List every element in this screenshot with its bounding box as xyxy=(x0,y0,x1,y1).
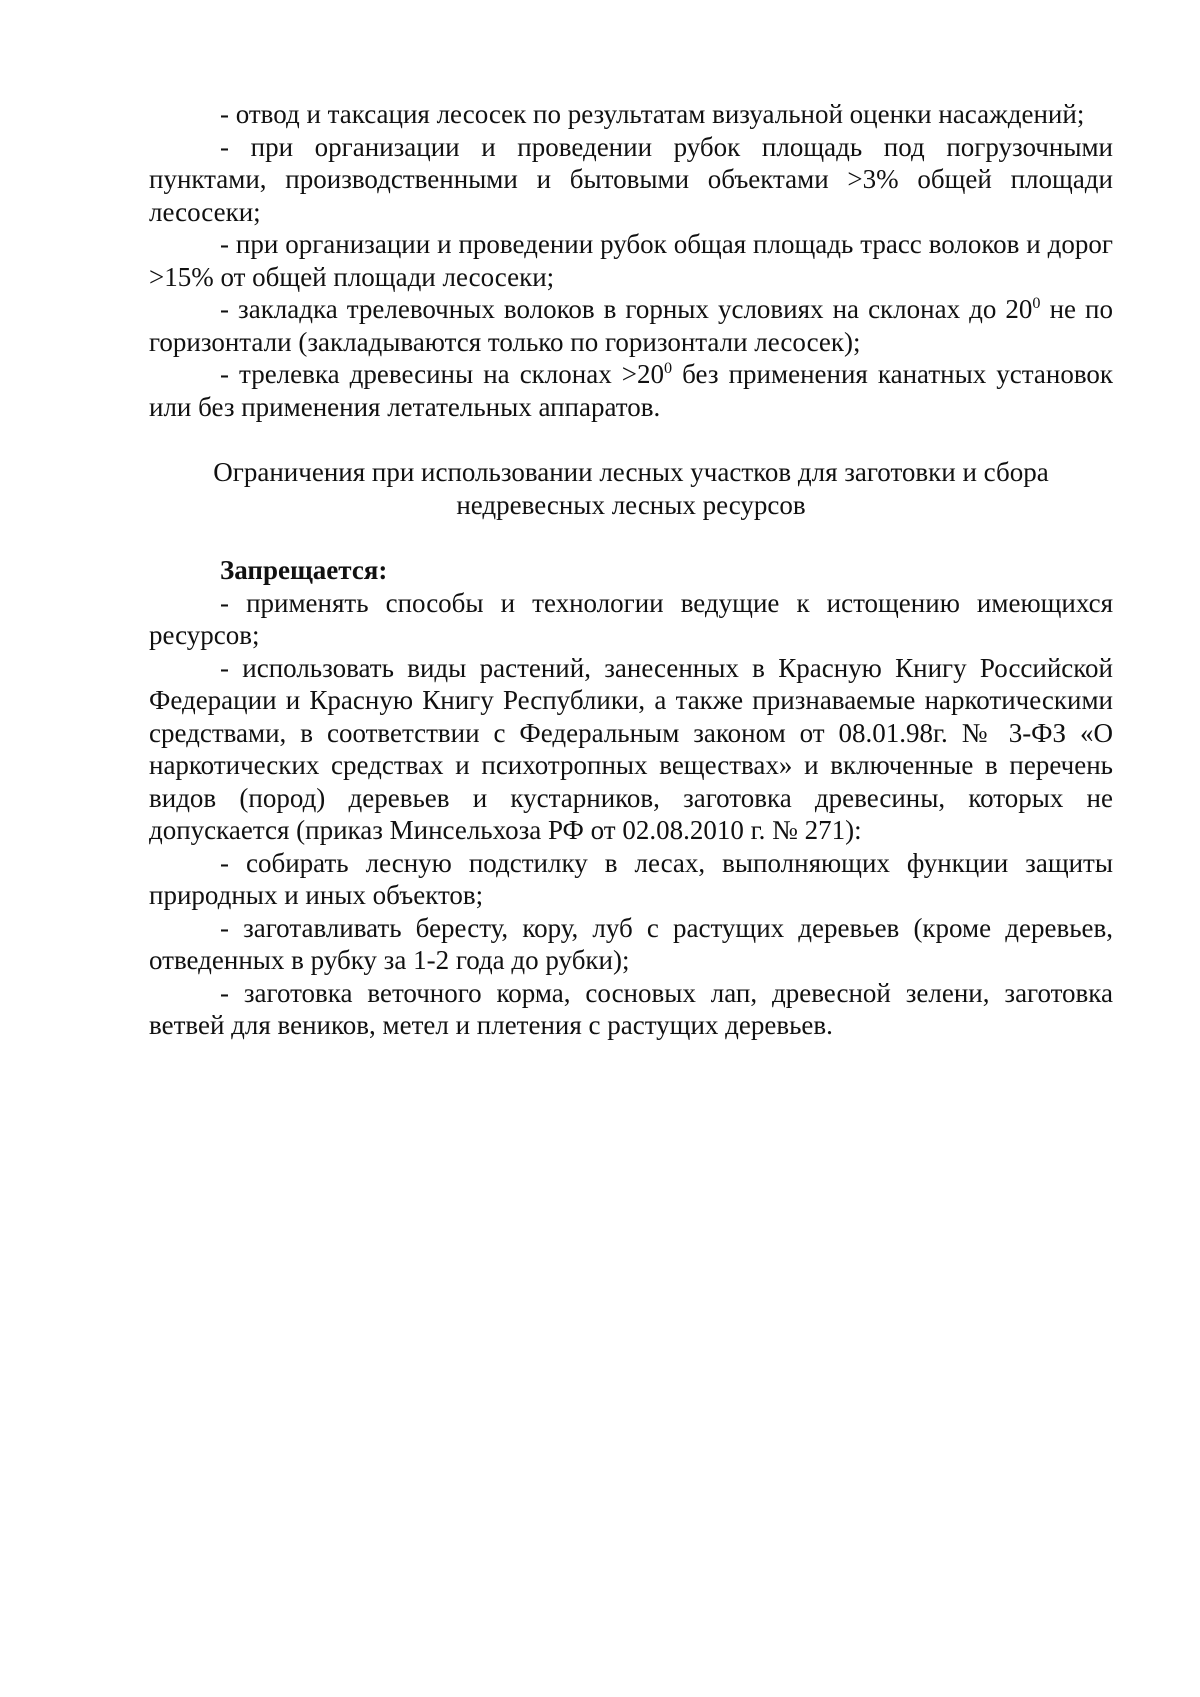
restriction-item xyxy=(149,358,1113,423)
restriction-text: не по горизонтали (закладываются только по горизонтали лесосек); xyxy=(149,294,1113,357)
restriction-item xyxy=(149,293,1113,358)
restriction-item: - при организации и проведении рубок общая площадь трасс волоков и дорог >15% от общей площади лесосеки; xyxy=(149,229,1113,292)
spacer xyxy=(149,423,1113,456)
restriction-item: - при организации и проведении рубок площадь под погрузочными пунктами, производственными и бытовыми объектами >3% общей площади лесосеки; xyxy=(149,131,1113,227)
document-page xyxy=(149,98,1113,1042)
restriction-text: - закладка трелевочных волоков в горных условиях на склонах до 20 xyxy=(220,294,1033,324)
restriction-text: без применения канатных установок или без применения летательных аппаратов. xyxy=(149,359,1114,422)
restriction-text: - трелевка древесины на склонах >20 xyxy=(220,359,665,389)
spacer xyxy=(149,521,1113,554)
prohibition-item: - использовать виды растений, занесенных в Красную Книгу Российской Федерации и Красную Книгу Республики, а также признаваемые наркотическими средствами, в соответствии с Федеральным законом от 08.01.98г. № 3-ФЗ «О наркотических средствах и психотропных веществах» и включенные в перечень видов (пород) деревьев и кустарников, заготовка древесины, которых не допускается (приказ Минсельхоза РФ от 02.08.2010 г. № 271): xyxy=(149,652,1113,845)
prohibition-item: - заготовка веточного корма, сосновых лап, древесной зелени, заготовка ветвей для веников, метел и плетения с растущих деревьев. xyxy=(149,977,1113,1040)
section-heading-line: Ограничения при использовании лесных участков для заготовки и сбора xyxy=(213,457,1049,487)
prohibition-item: - собирать лесную подстилку в лесах, выполняющих функции защиты природных и иных объектов; xyxy=(149,847,1113,910)
prohibition-item: - применять способы и технологии ведущие к истощению имеющихся ресурсов; xyxy=(149,587,1113,650)
section-heading-line: недревесных лесных ресурсов xyxy=(456,489,806,520)
degree-superscript: 0 xyxy=(1032,294,1041,312)
prohibition-item: - заготавливать бересту, кору, луб с растущих деревьев (кроме деревьев, отведенных в рубку за 1-2 года до рубки); xyxy=(149,912,1113,975)
prohibited-heading: Запрещается: xyxy=(220,555,388,585)
restriction-item: - отвод и таксация лесосек по результатам визуальной оценки насаждений; xyxy=(220,99,1085,129)
degree-superscript: 0 xyxy=(664,359,673,377)
